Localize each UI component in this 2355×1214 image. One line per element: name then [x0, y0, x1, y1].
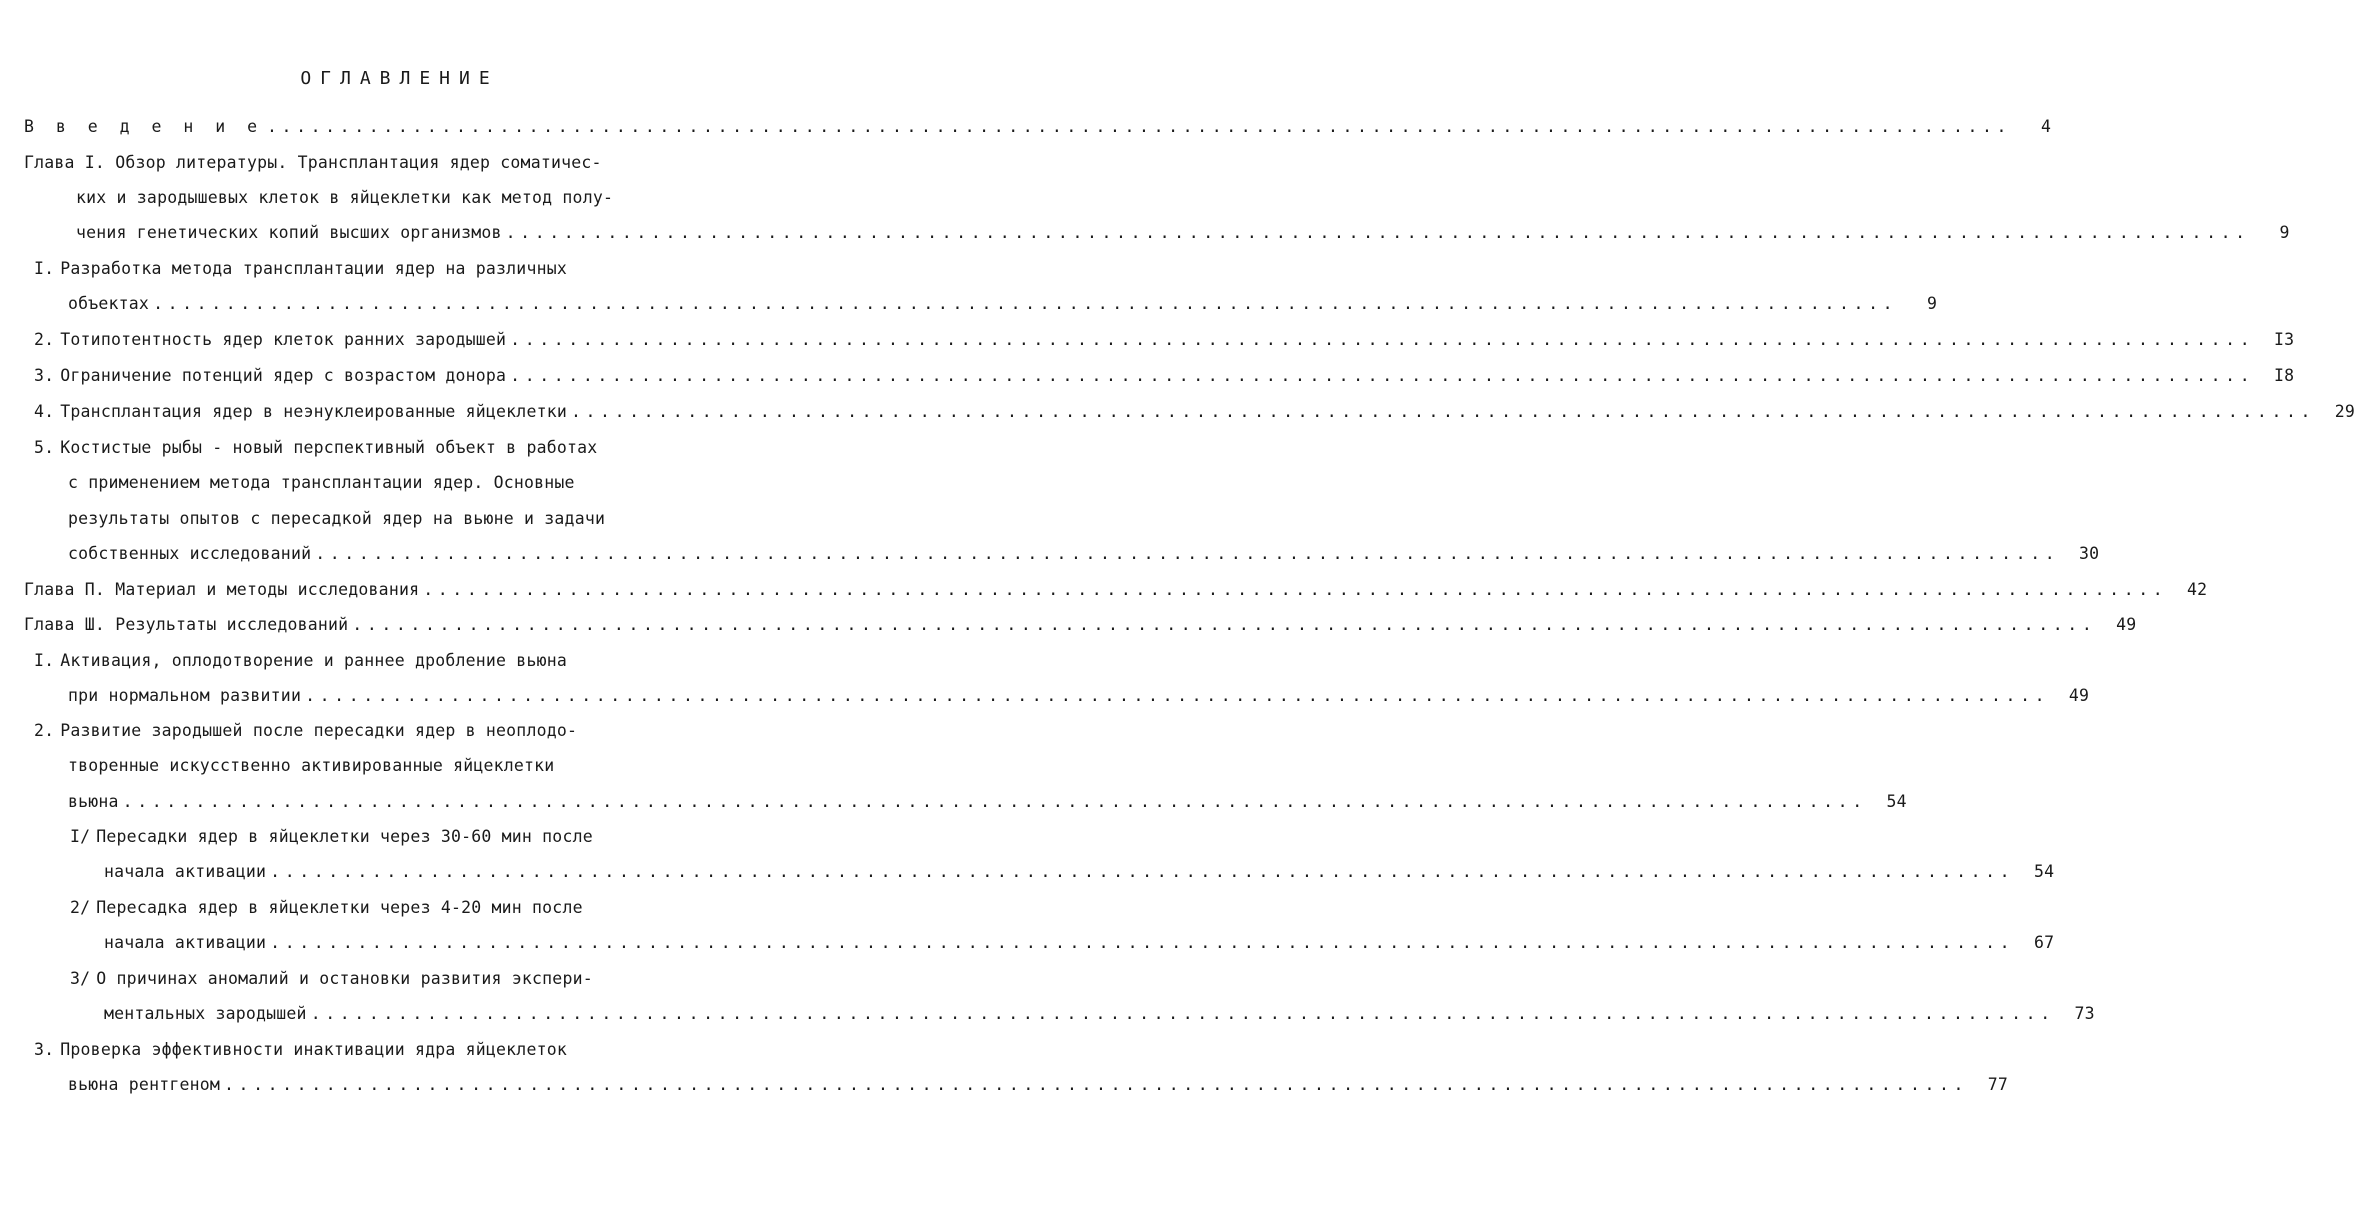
toc-entry-chapter-2[interactable] [24, 577, 2208, 603]
toc-leader-dots: ........................................................................................................................ [510, 330, 2255, 349]
toc-entry-1-5-cont [68, 506, 724, 532]
toc-entry-chapter-1-cont [76, 185, 724, 211]
toc-page-number: 73 [2074, 1004, 2095, 1023]
toc-entry-text: творенные искусственно активированные яйцеклетки [68, 756, 555, 775]
toc-entry-text: Костистые рыбы - новый перспективный объект в работах [60, 438, 598, 457]
toc-entry-3-2-2[interactable] [70, 895, 724, 921]
toc-entry-3-2-1[interactable] [70, 824, 724, 850]
toc-page-number: 9 [2279, 223, 2290, 242]
toc-entry-number: 2. [34, 721, 55, 740]
toc-entry-introduction[interactable] [24, 114, 2052, 140]
toc-entry-3-1[interactable] [34, 648, 724, 674]
toc-page-number: 30 [2079, 544, 2100, 563]
toc-leader-dots: ........................................................................................................................ [305, 686, 2050, 705]
toc-entry-text: Глава П. Материал и методы исследования [24, 580, 420, 599]
toc-entry-number: 5. [34, 438, 55, 457]
toc-entry-chapter-1-end[interactable] [76, 220, 2290, 246]
toc-entry-text: при нормальном развитии [68, 686, 302, 705]
toc-page-number: 29 [2334, 402, 2355, 421]
toc-entry-text: Проверка эффективности инактивации ядра яйцеклеток [60, 1040, 567, 1059]
toc-entry-1-5[interactable] [34, 435, 724, 461]
toc-entry-text: чения генетических копий высших организмов [76, 223, 502, 242]
toc-entry-text: собственных исследований [68, 544, 312, 563]
toc-entry-chapter-1[interactable] [24, 150, 724, 176]
toc-entry-number: 3. [34, 366, 55, 385]
toc-page-number: 4 [2040, 117, 2052, 136]
toc-entry-3-2-3-end[interactable] [104, 1001, 2095, 1027]
toc-entry-text: Трансплантация ядер в неэнуклеированные яйцеклетки [60, 402, 567, 421]
toc-entry-3-2-2-end[interactable] [104, 930, 2055, 956]
toc-page-number: 54 [1886, 792, 1907, 811]
toc-leader-dots: ........................................................................................................................ [352, 615, 2097, 634]
toc-entry-3-2-1-end[interactable] [104, 859, 2055, 885]
toc-page-number: 67 [2033, 933, 2055, 952]
toc-entry-number: I/ [70, 827, 91, 846]
toc-entry-text: Глава Ш. Результаты исследований [24, 615, 349, 634]
toc-entry-3-3[interactable] [34, 1037, 724, 1063]
toc-entry-3-2[interactable] [34, 718, 724, 744]
toc-page-number: 9 [1927, 294, 1938, 313]
toc-entry-1-3[interactable] [34, 363, 2295, 389]
toc-leader-dots: ........................................................................................................................ [310, 1004, 2055, 1023]
toc-page-number: 42 [2187, 580, 2208, 599]
toc-page-number: I3 [2273, 330, 2295, 349]
toc-entry-3-2-3[interactable] [70, 966, 724, 992]
toc-entry-text: Тотипотентность ядер клеток ранних зародышей [60, 330, 507, 349]
toc-entry-number: 3. [34, 1040, 55, 1059]
toc-entry-text: результаты опытов с пересадкой ядер на вьюне и задачи [68, 509, 606, 528]
toc-entry-number: 2/ [70, 898, 91, 917]
toc-entry-number: I. [34, 259, 55, 278]
toc-entry-text: ментальных зародышей [104, 1004, 307, 1023]
toc-leader-dots: ........................................................................................................................ [270, 862, 2015, 881]
toc-leader-dots: ........................................................................................................................ [510, 366, 2255, 385]
toc-entry-1-5-end[interactable] [68, 541, 2100, 567]
page-title: ОГЛАВЛЕНИЕ [300, 68, 499, 89]
toc-entry-text: Развитие зародышей после пересадки ядер в неоплодо- [60, 721, 578, 740]
toc-leader-dots: ........................................................................................................................ [270, 933, 2015, 952]
toc-entry-1-1-end[interactable] [68, 291, 1938, 317]
toc-page-number: 49 [2068, 686, 2090, 705]
toc-entry-text: вьюна [68, 792, 119, 811]
toc-entry-text: начала активации [104, 933, 267, 952]
toc-entry-text: ких и зародышевых клеток в яйцеклетки как метод полу- [76, 188, 614, 207]
toc-entry-number: 4. [34, 402, 55, 421]
toc-entry-number: 2. [34, 330, 55, 349]
toc-entry-number: 3/ [70, 969, 91, 988]
toc-entry-text: Пересадки ядер в яйцеклетки через 30-60 мин после [96, 827, 593, 846]
toc-entry-text: Разработка метода трансплантации ядер на различных [60, 259, 567, 278]
toc-page-number: 77 [1987, 1075, 2009, 1094]
toc-entry-text: В в е д е н и е [24, 117, 264, 136]
toc-entry-chapter-3[interactable] [24, 612, 2137, 638]
toc-entry-text: О причинах аномалий и остановки развития экспери- [96, 969, 593, 988]
toc-entry-1-5-cont [68, 470, 724, 496]
toc-entry-1-1[interactable] [34, 256, 724, 282]
toc-entry-number: I. [34, 651, 55, 670]
toc-leader-dots: ........................................................................................................................ [423, 580, 2168, 599]
toc-entry-3-2-cont [68, 753, 724, 779]
toc-entry-3-3-end[interactable] [68, 1072, 2009, 1098]
toc-entry-text: начала активации [104, 862, 267, 881]
toc-entry-text: Ограничение потенций ядер с возрастом донора [60, 366, 507, 385]
toc-leader-dots: ........................................................................................................................ [224, 1075, 1969, 1094]
toc-entry-text: объектах [68, 294, 150, 313]
toc-entry-3-2-end[interactable] [68, 789, 1907, 815]
toc-entry-text: вьюна рентгеном [68, 1075, 221, 1094]
toc-leader-dots: ........................................................................................................................ [153, 294, 1898, 313]
toc-entry-1-2[interactable] [34, 327, 2295, 353]
toc-entry-text: Глава I. Обзор литературы. Трансплантация ядер соматичес- [24, 153, 602, 172]
toc-page-number: 54 [2033, 862, 2055, 881]
toc-entry-text: с применением метода трансплантации ядер. Основные [68, 473, 575, 492]
toc-leader-dots: ........................................................................................................................ [315, 544, 2060, 563]
toc-leader-dots: ........................................................................................................................ [267, 117, 2012, 136]
toc-entry-text: Пересадка ядер в яйцеклетки через 4-20 мин после [96, 898, 583, 917]
toc-leader-dots: ........................................................................................................................ [122, 792, 1867, 811]
toc-page-number: I8 [2273, 366, 2295, 385]
toc-leader-dots: ........................................................................................................................ [570, 402, 2316, 421]
toc-page-number: 49 [2116, 615, 2137, 634]
toc-entry-3-1-end[interactable] [68, 683, 2090, 709]
toc-entry-text: Активация, оплодотворение и раннее дробление вьюна [60, 651, 567, 670]
toc-entry-1-4[interactable] [34, 399, 2355, 425]
toc-leader-dots: ........................................................................................................................ [505, 223, 2250, 242]
